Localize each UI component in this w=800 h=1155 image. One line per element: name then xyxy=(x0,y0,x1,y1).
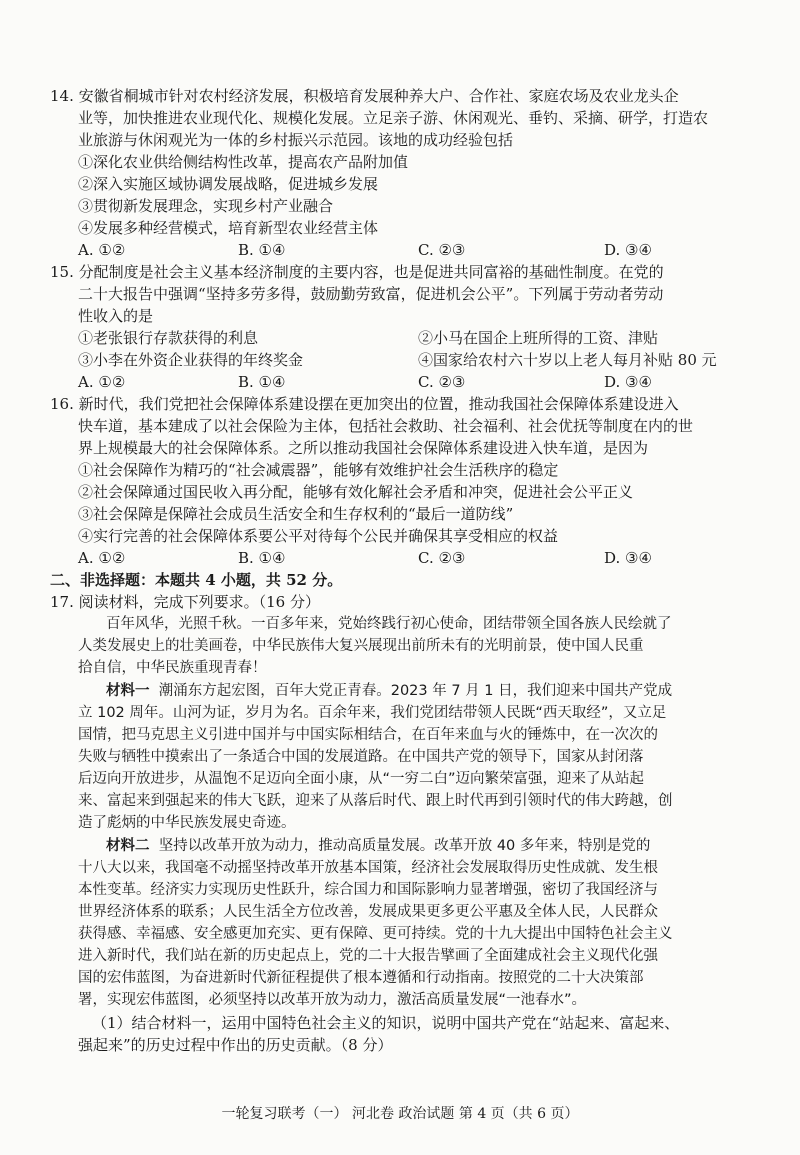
q15-stem-line-1: 15. 分配制度是社会主义基本经济制度的主要内容，也是促进共同富裕的基础性制度。在党的 xyxy=(50,263,664,281)
material-2-line-6: 进入新时代，我们站在新的历史起点上，党的二十大报告擘画了全面建成社会主义现代化强 xyxy=(78,948,658,964)
q16-choice-4: ④实行完善的社会保障体系要公平对待每个公民并确保其享受相应的权益 xyxy=(78,527,559,545)
q16-stem-line-3: 界上规模最大的社会保障体系。之所以推动我国社会保障体系建设进入快车道，是因为 xyxy=(78,439,649,457)
q16-option-a: A. ①② xyxy=(78,549,126,567)
material-1-line-6: 来、富起来到强起来的伟大飞跃，迎来了从落后时代、跟上时代再到引领时代的伟大跨越，创 xyxy=(78,793,673,809)
q15-option-a: A. ①② xyxy=(78,373,126,391)
q15-stem-line-3: 性收入的是 xyxy=(78,307,154,325)
q16-option-d: D. ③④ xyxy=(604,549,652,567)
q14-option-b: B. ①④ xyxy=(238,241,286,259)
q14-stem-line-2: 业等，加快推进农业现代化、规模化发展。立足亲子游、休闲观光、垂钓、采摘、研学，打造农 xyxy=(78,109,709,127)
q14-option-c: C. ②③ xyxy=(418,241,466,259)
material-2-line-1 xyxy=(106,836,650,856)
q15-option-c: C. ②③ xyxy=(418,373,466,391)
q15-stem-line-2: 二十大报告中强调“坚持多劳多得，鼓励勤劳致富，促进机会公平”。下列属于劳动者劳动 xyxy=(78,285,664,303)
q17-intro-line-1: 百年风华，光照千秋。一百多年来，党始终践行初心使命，团结带领全国各族人民绘就了 xyxy=(106,616,672,632)
q15-choice-3: ③小李在外资企业获得的年终奖金 xyxy=(78,351,304,369)
q14-option-a: A. ①② xyxy=(78,241,126,259)
material-2-text-1: 坚持以改革开放为动力，推动高质量发展。改革开放 40 多年来，特别是党的 xyxy=(158,838,651,854)
q17-intro-line-3: 拾自信，中华民族重现青春！ xyxy=(78,660,267,676)
q15-choice-4: ④国家给农村六十岁以上老人每月补贴 80 元 xyxy=(418,351,717,369)
material-2-line-5: 获得感、幸福感、安全感更加充实、更有保障、更可持续。党的十九大提出中国特色社会主义 xyxy=(78,926,673,942)
material-2-line-4: 世界经济体系的联系；人民生活全方位改善，发展成果更多更公平惠及全体人民，人民群众 xyxy=(78,904,658,920)
material-2-line-7: 国的宏伟蓝图，为奋进新时代新征程提供了根本遵循和行动指南。按照党的二十大决策部 xyxy=(78,970,644,986)
q14-choice-2: ②深入实施区域协调发展战略，促进城乡发展 xyxy=(78,175,379,193)
q14-stem-line-3: 业旅游与休闲观光为一体的乡村振兴示范园。该地的成功经验包括 xyxy=(78,131,514,149)
q17-sub1-line-1: （1）结合材料一，运用中国特色社会主义的知识，说明中国共产党在“站起来、富起来、 xyxy=(92,1014,680,1032)
q16-stem-line-2: 快车道，基本建成了以社会保险为主体，包括社会救助、社会福利、社会优抚等制度在内的世 xyxy=(78,417,694,435)
q17-sub1-line-2: 强起来”的历史过程中作出的历史贡献。（8 分） xyxy=(78,1036,393,1054)
material-1-line-3: 国情，把马克思主义引进中国并与中国实际相结合，在百年来血与火的锤炼中，在一次次的 xyxy=(78,727,658,743)
q17-intro-line-2: 人类发展史上的壮美画卷，中华民族伟大复兴展现出前所未有的光明前景，使中国人民重 xyxy=(78,638,644,654)
q16-choice-2: ②社会保障通过国民收入再分配，能够有效化解社会矛盾和冲突，促进社会公平正义 xyxy=(78,483,634,501)
q16-choice-3: ③社会保障是保障社会成员生活安全和生存权利的“最后一道防线” xyxy=(78,505,514,523)
material-1-line-2: 立 102 周年。山河为证，岁月为名。百余年来，我们党团结带领人民既“西天取经”，又立足 xyxy=(78,705,667,721)
q14-choice-1: ①深化农业供给侧结构性改革，提高农产品附加值 xyxy=(78,153,409,171)
material-1-line-5: 后迈向开放进步，从温饱不足迈向全面小康，从“一穷二白”迈向繁荣富强，迎来了从站起 xyxy=(78,771,645,787)
q14-choice-3: ③贯彻新发展理念，实现乡村产业融合 xyxy=(78,197,334,215)
q15-choice-2: ②小马在国企上班所得的工资、津贴 xyxy=(418,329,659,347)
material-2-line-2: 十八大以来，我国毫不动摇坚持改革开放基本国策，经济社会发展取得历史性成就、发生根 xyxy=(78,860,658,876)
q16-stem-line-1: 16. 新时代，我们党把社会保障体系建设摆在更加突出的位置，推动我国社会保障体系建设进入 xyxy=(50,395,679,413)
q14-option-d: D. ③④ xyxy=(604,241,652,259)
q16-option-b: B. ①④ xyxy=(238,549,286,567)
q14-stem-line-1: 14. 安徽省桐城市针对农村经济发展，积极培育发展种养大户、合作社、家庭农场及农业龙头企 xyxy=(50,87,679,105)
q14-choice-4: ④发展多种经营模式，培育新型农业经营主体 xyxy=(78,219,379,237)
material-1-line-7: 造了彪炳的中华民族发展史奇迹。 xyxy=(78,815,296,831)
material-2-line-8: 署，实现宏伟蓝图，必须坚持以改革开放为动力，激活高质量发展“一池春水”。 xyxy=(78,992,587,1008)
material-2-line-3: 本性变革。经济实力实现历史性跃升，综合国力和国际影响力显著增强，密切了我国经济与 xyxy=(78,882,658,898)
material-2-label: 材料二 xyxy=(106,838,150,854)
q16-choice-1: ①社会保障作为精巧的“社会减震器”，能够有效维护社会生活秩序的稳定 xyxy=(78,461,559,479)
q15-option-d: D. ③④ xyxy=(604,373,652,391)
section-2-heading: 二、非选择题：本题共 4 小题，共 52 分。 xyxy=(50,571,343,589)
material-1-line-4: 失败与牺牲中摸索出了一条适合中国的发展道路。在中国共产党的领导下，国家从封闭落 xyxy=(78,749,644,765)
material-1-line-1 xyxy=(106,681,672,701)
material-1-label: 材料一 xyxy=(106,683,150,699)
page-footer: 一轮复习联考（一） 河北卷 政治试题 第 4 页（共 6 页） xyxy=(221,1106,579,1122)
q15-choice-1: ①老张银行存款获得的利息 xyxy=(78,329,259,347)
q17-stem: 17. 阅读材料，完成下列要求。（16 分） xyxy=(50,593,320,611)
material-1-text-1: 潮涌东方起宏图，百年大党正青春。2023 年 7 月 1 日，我们迎来中国共产党成 xyxy=(158,683,673,699)
q15-option-b: B. ①④ xyxy=(238,373,286,391)
q16-option-c: C. ②③ xyxy=(418,549,466,567)
